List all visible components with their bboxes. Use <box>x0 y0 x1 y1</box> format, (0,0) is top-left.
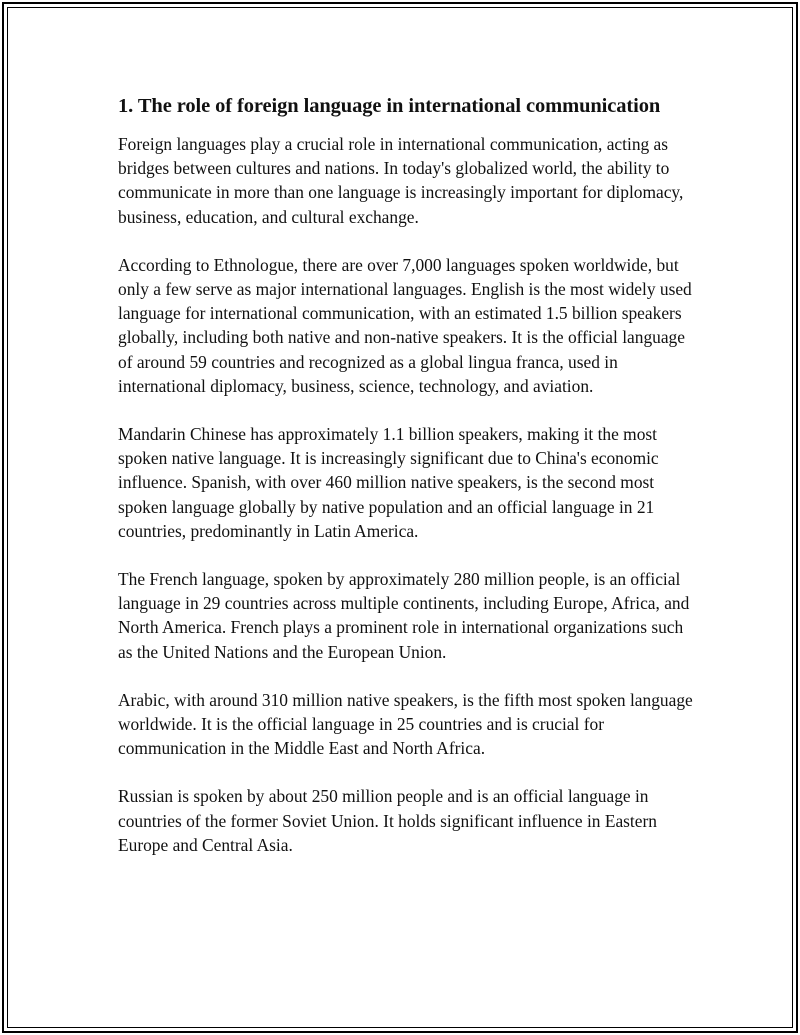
paragraph-arabic: Arabic, with around 310 million native speakers, is the fifth most spoken language worldwide. It is the official language in 25 countries and is crucial for communication in the Middle East and North Africa. <box>118 689 693 759</box>
document-body <box>118 92 693 881</box>
paragraph-russian: Russian is spoken by about 250 million people and is an official language in countries of the former Soviet Union. It holds significant influence in Eastern Europe and Central Asia. <box>118 786 657 855</box>
paragraph-english: According to Ethnologue, there are over 7,000 languages spoken worldwide, but only a few serve as major international languages. English is the most widely used language for international communication, with an estimated 1.5 billion speakers globally, including both native and non-native speakers. It is the official language of around 59 countries and recognized as a global lingua franca, used in international diplomacy, business, science, technology, and aviation. <box>118 254 692 396</box>
section-heading: 1. The role of foreign language in international communication <box>118 95 661 117</box>
paragraph-intro: Foreign languages play a crucial role in international communication, acting as bridges between cultures and nations. In today's globalized world, the ability to communicate in more than one language is increasingly important for diplomacy, business, education, and cultural exchange. <box>118 134 684 227</box>
paragraph-mandarin-spanish: Mandarin Chinese has approximately 1.1 billion speakers, making it the most spoken native language. It is increasingly significant due to China's economic influence. Spanish, with over 460 million native speakers, is the second most spoken language globally by native population and an official language in 21 countries, predominantly in Latin America. <box>118 424 659 541</box>
paragraph-french: The French language, spoken by approximately 280 million people, is an official language in 29 countries across multiple continents, including Europe, Africa, and North America. French plays a prominent role in international organizations such as the United Nations and the European Union. <box>118 569 690 662</box>
